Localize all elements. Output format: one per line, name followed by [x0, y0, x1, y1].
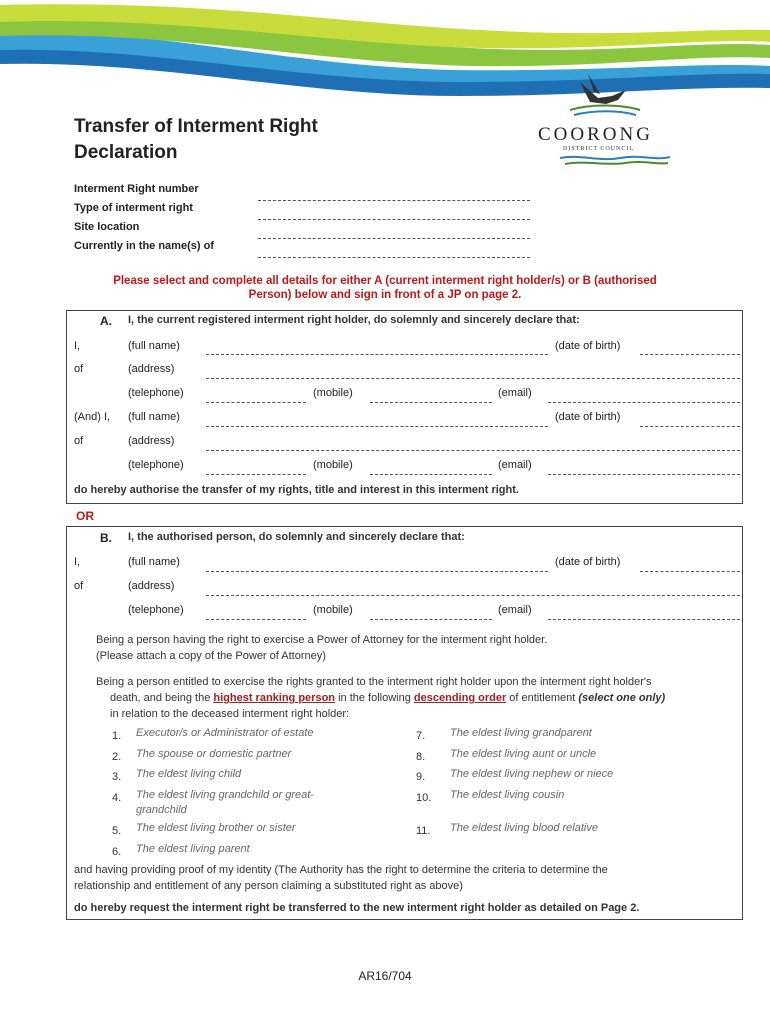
- b-label-mobile: (mobile): [313, 604, 353, 616]
- b-label-of: of: [74, 580, 84, 592]
- type-input[interactable]: [258, 219, 530, 220]
- a-full-name-input[interactable]: [206, 354, 548, 355]
- option-1-number: 1.: [112, 730, 122, 742]
- a-label-telephone-2: (telephone): [128, 459, 184, 471]
- a-label-telephone: (telephone): [128, 387, 184, 399]
- option-3-number: 3.: [112, 771, 122, 783]
- b-email-input[interactable]: [548, 619, 740, 620]
- section-b-footer: do hereby request the interment right be transferred to the new interment right holder as detailed on Page 2.: [74, 902, 640, 914]
- option-4-number: 4.: [112, 792, 122, 804]
- b-entitled-line3: in relation to the deceased interment right holder:: [110, 708, 350, 720]
- a-label-address: (address): [128, 363, 175, 375]
- a-telephone-2-input[interactable]: [206, 474, 306, 475]
- b-label-telephone: (telephone): [128, 604, 184, 616]
- b-ent-text-a: death, and being the: [110, 692, 211, 704]
- b-label-full-name: (full name): [128, 556, 180, 568]
- b-poa-line2: (Please attach a copy of the Power of Attorney): [96, 650, 326, 662]
- logo-subtitle: DISTRICT COUNCIL: [563, 146, 635, 152]
- b-label-address: (address): [128, 580, 175, 592]
- b-ent-descending-order: descending order: [413, 692, 507, 704]
- instruction-line1: Please select and complete all details for either A (current interment right holder/s) or B (authorised: [113, 275, 657, 287]
- option-6-parent[interactable]: The eldest living parent: [136, 843, 250, 855]
- a-label-dob: (date of birth): [555, 340, 621, 352]
- b-dob-input[interactable]: [640, 571, 740, 572]
- b-telephone-input[interactable]: [206, 619, 306, 620]
- logo-water-icon: [560, 153, 670, 167]
- option-8-number: 8.: [416, 751, 426, 763]
- b-poa-line1: Being a person having the right to exercise a Power of Attorney for the interment right holder.: [96, 634, 548, 646]
- a-mobile-2-input[interactable]: [370, 474, 492, 475]
- a-label-email: (email): [498, 387, 532, 399]
- b-label-i: I,: [74, 556, 81, 568]
- a-label-mobile: (mobile): [313, 387, 353, 399]
- option-1-executor[interactable]: Executor/s or Administrator of estate: [136, 727, 314, 739]
- b-label-email: (email): [498, 604, 532, 616]
- section-b-heading: I, the authorised person, do solemnly and sincerely declare that:: [128, 531, 465, 543]
- b-entitled-line2: [110, 692, 665, 704]
- a-dob-input[interactable]: [640, 354, 740, 355]
- section-a-letter: A.: [100, 314, 112, 328]
- option-9-number: 9.: [416, 771, 426, 783]
- a-label-address-2: (address): [128, 435, 175, 447]
- page-title-line2: Declaration: [74, 142, 178, 163]
- b-proof-line1: and having providing proof of my identity (The Authority has the right to determine the criteria to determine the: [74, 864, 608, 876]
- option-3-child[interactable]: The eldest living child: [136, 768, 242, 780]
- a-label-dob-2: (date of birth): [555, 411, 621, 423]
- option-7-grandparent[interactable]: The eldest living grandparent: [450, 727, 592, 739]
- a-label-of: of: [74, 363, 84, 375]
- option-8-aunt-uncle[interactable]: The eldest living aunt or uncle: [450, 748, 597, 760]
- instruction-line2: Person) below and sign in front of a JP on page 2.: [248, 289, 522, 301]
- a-label-full-name: (full name): [128, 340, 180, 352]
- field-label-interment-number: Interment Right number: [74, 183, 199, 195]
- page-code: AR16/704: [358, 969, 412, 983]
- b-ent-select-one: (select one only): [578, 692, 666, 704]
- b-entitled-line1: Being a person entitled to exercise the rights granted to the interment right holder upon the interment right holder's: [96, 676, 652, 688]
- interment-number-input[interactable]: [258, 200, 530, 201]
- option-7-number: 7.: [416, 730, 426, 742]
- b-address-input[interactable]: [206, 595, 740, 596]
- a-label-and-i: (And) I,: [74, 411, 111, 423]
- a-address-2-input[interactable]: [206, 450, 740, 451]
- field-label-type: Type of interment right: [74, 202, 193, 214]
- site-input[interactable]: [258, 238, 530, 239]
- option-11-blood-relative[interactable]: The eldest living blood relative: [450, 822, 598, 834]
- a-email-input[interactable]: [548, 402, 740, 403]
- a-mobile-input[interactable]: [370, 402, 492, 403]
- option-4-grandchild-cont: grandchild: [136, 804, 187, 816]
- b-ent-highest-ranking: highest ranking person: [213, 692, 336, 704]
- option-10-cousin[interactable]: The eldest living cousin: [450, 789, 565, 801]
- a-telephone-input[interactable]: [206, 402, 306, 403]
- a-address-input[interactable]: [206, 378, 740, 379]
- current-names-input[interactable]: [258, 257, 530, 258]
- logo-name: COORONG: [538, 124, 653, 145]
- a-label-full-name-2: (full name): [128, 411, 180, 423]
- page-title-line1: Transfer of Interment Right: [74, 116, 318, 137]
- b-mobile-input[interactable]: [370, 619, 492, 620]
- a-label-i: I,: [74, 340, 81, 352]
- section-a-heading: I, the current registered interment right holder, do solemnly and sincerely declare that:: [128, 314, 580, 326]
- option-10-number: 10.: [416, 792, 432, 804]
- a-label-mobile-2: (mobile): [313, 459, 353, 471]
- field-label-site: Site location: [74, 221, 140, 233]
- b-ent-text-c: in the following: [338, 692, 411, 704]
- a-dob-2-input[interactable]: [640, 426, 740, 427]
- b-proof-line2: relationship and entitlement of any person claiming a substituted right as above): [74, 880, 463, 892]
- or-label: OR: [76, 509, 94, 523]
- header-wave-graphic: [0, 0, 770, 110]
- a-full-name-2-input[interactable]: [206, 426, 548, 427]
- field-label-current-names: Currently in the name(s) of: [74, 240, 214, 252]
- option-5-number: 5.: [112, 825, 122, 837]
- a-label-email-2: (email): [498, 459, 532, 471]
- option-5-sibling[interactable]: The eldest living brother or sister: [136, 822, 296, 834]
- bird-logo-icon: [560, 70, 650, 120]
- b-ent-text-e: of entitlement: [509, 692, 576, 704]
- option-2-spouse[interactable]: The spouse or domestic partner: [136, 748, 292, 760]
- option-11-number: 11.: [416, 825, 431, 837]
- section-b-letter: B.: [100, 531, 112, 545]
- section-a-footer: do hereby authorise the transfer of my rights, title and interest in this interment right.: [74, 484, 519, 496]
- a-email-2-input[interactable]: [548, 474, 740, 475]
- a-label-of-2: of: [74, 435, 84, 447]
- b-label-dob: (date of birth): [555, 556, 621, 568]
- option-9-nephew-niece[interactable]: The eldest living nephew or niece: [450, 768, 614, 780]
- option-2-number: 2.: [112, 751, 122, 763]
- b-full-name-input[interactable]: [206, 571, 548, 572]
- option-6-number: 6.: [112, 846, 122, 858]
- option-4-grandchild[interactable]: The eldest living grandchild or great-: [136, 789, 314, 801]
